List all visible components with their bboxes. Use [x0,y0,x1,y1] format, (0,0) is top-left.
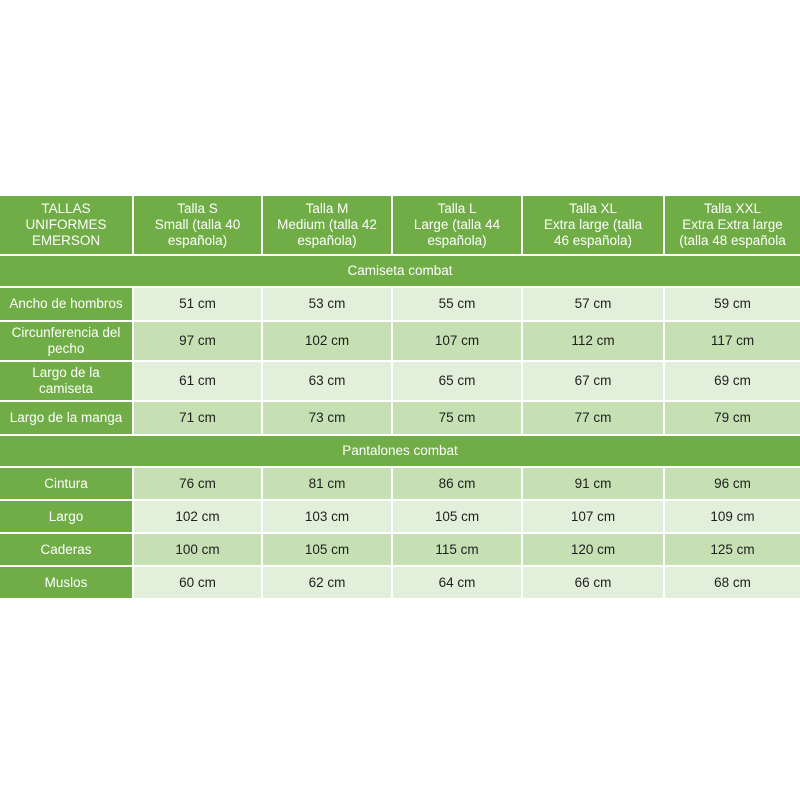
table-cell: 86 cm [393,468,523,501]
table-cell: 66 cm [523,567,665,600]
table-cell: 63 cm [263,362,393,402]
size-header-xl: Talla XL Extra large (talla 46 española) [523,196,665,256]
table-cell: 96 cm [665,468,800,501]
table-cell: 73 cm [263,402,393,436]
table-cell: 55 cm [393,288,523,322]
row-label: Muslos [0,567,134,600]
table-row [0,534,800,567]
row-label: Caderas [0,534,134,567]
size-header-s: Talla S Small (talla 40 española) [134,196,263,256]
table-row [0,362,800,402]
table-cell: 71 cm [134,402,263,436]
table-cell: 69 cm [665,362,800,402]
table-row [0,567,800,600]
table-cell: 105 cm [393,501,523,534]
table-cell: 75 cm [393,402,523,436]
table-cell: 53 cm [263,288,393,322]
size-header-m: Talla M Medium (talla 42 española) [263,196,393,256]
table-cell: 107 cm [393,322,523,362]
table-cell: 125 cm [665,534,800,567]
table-cell: 102 cm [134,501,263,534]
table-cell: 61 cm [134,362,263,402]
table-cell: 115 cm [393,534,523,567]
table-cell: 120 cm [523,534,665,567]
table-row [0,468,800,501]
table-cell: 97 cm [134,322,263,362]
table-cell: 67 cm [523,362,665,402]
table-cell: 112 cm [523,322,665,362]
table-row [0,288,800,322]
table-cell: 102 cm [263,322,393,362]
row-label: Largo de la camiseta [0,362,134,402]
table-cell: 60 cm [134,567,263,600]
table-row [0,402,800,436]
table-cell: 103 cm [263,501,393,534]
table-cell: 117 cm [665,322,800,362]
table-cell: 91 cm [523,468,665,501]
table-cell: 68 cm [665,567,800,600]
size-chart-table [0,196,800,600]
table-cell: 57 cm [523,288,665,322]
size-header-xxl: Talla XXL Extra Extra large (talla 48 española [665,196,800,256]
table-cell: 107 cm [523,501,665,534]
section-row-pantalones [0,436,800,468]
row-label: Circunferencia del pecho [0,322,134,362]
table-cell: 109 cm [665,501,800,534]
table-cell: 79 cm [665,402,800,436]
table-cell: 77 cm [523,402,665,436]
table-cell: 59 cm [665,288,800,322]
section-title: Pantalones combat [0,436,800,468]
table-cell: 51 cm [134,288,263,322]
table-cell: 105 cm [263,534,393,567]
header-row [0,196,800,256]
table-cell: 64 cm [393,567,523,600]
row-label: Ancho de hombros [0,288,134,322]
table-row [0,322,800,362]
section-title: Camiseta combat [0,256,800,288]
table-cell: 62 cm [263,567,393,600]
table-row [0,501,800,534]
table-cell: 100 cm [134,534,263,567]
row-label: Largo de la manga [0,402,134,436]
table-cell: 81 cm [263,468,393,501]
size-header-l: Talla L Large (talla 44 española) [393,196,523,256]
table-cell: 76 cm [134,468,263,501]
section-row-camiseta [0,256,800,288]
row-label: Largo [0,501,134,534]
table-cell: 65 cm [393,362,523,402]
row-label: Cintura [0,468,134,501]
corner-header: TALLAS UNIFORMES EMERSON [0,196,134,256]
